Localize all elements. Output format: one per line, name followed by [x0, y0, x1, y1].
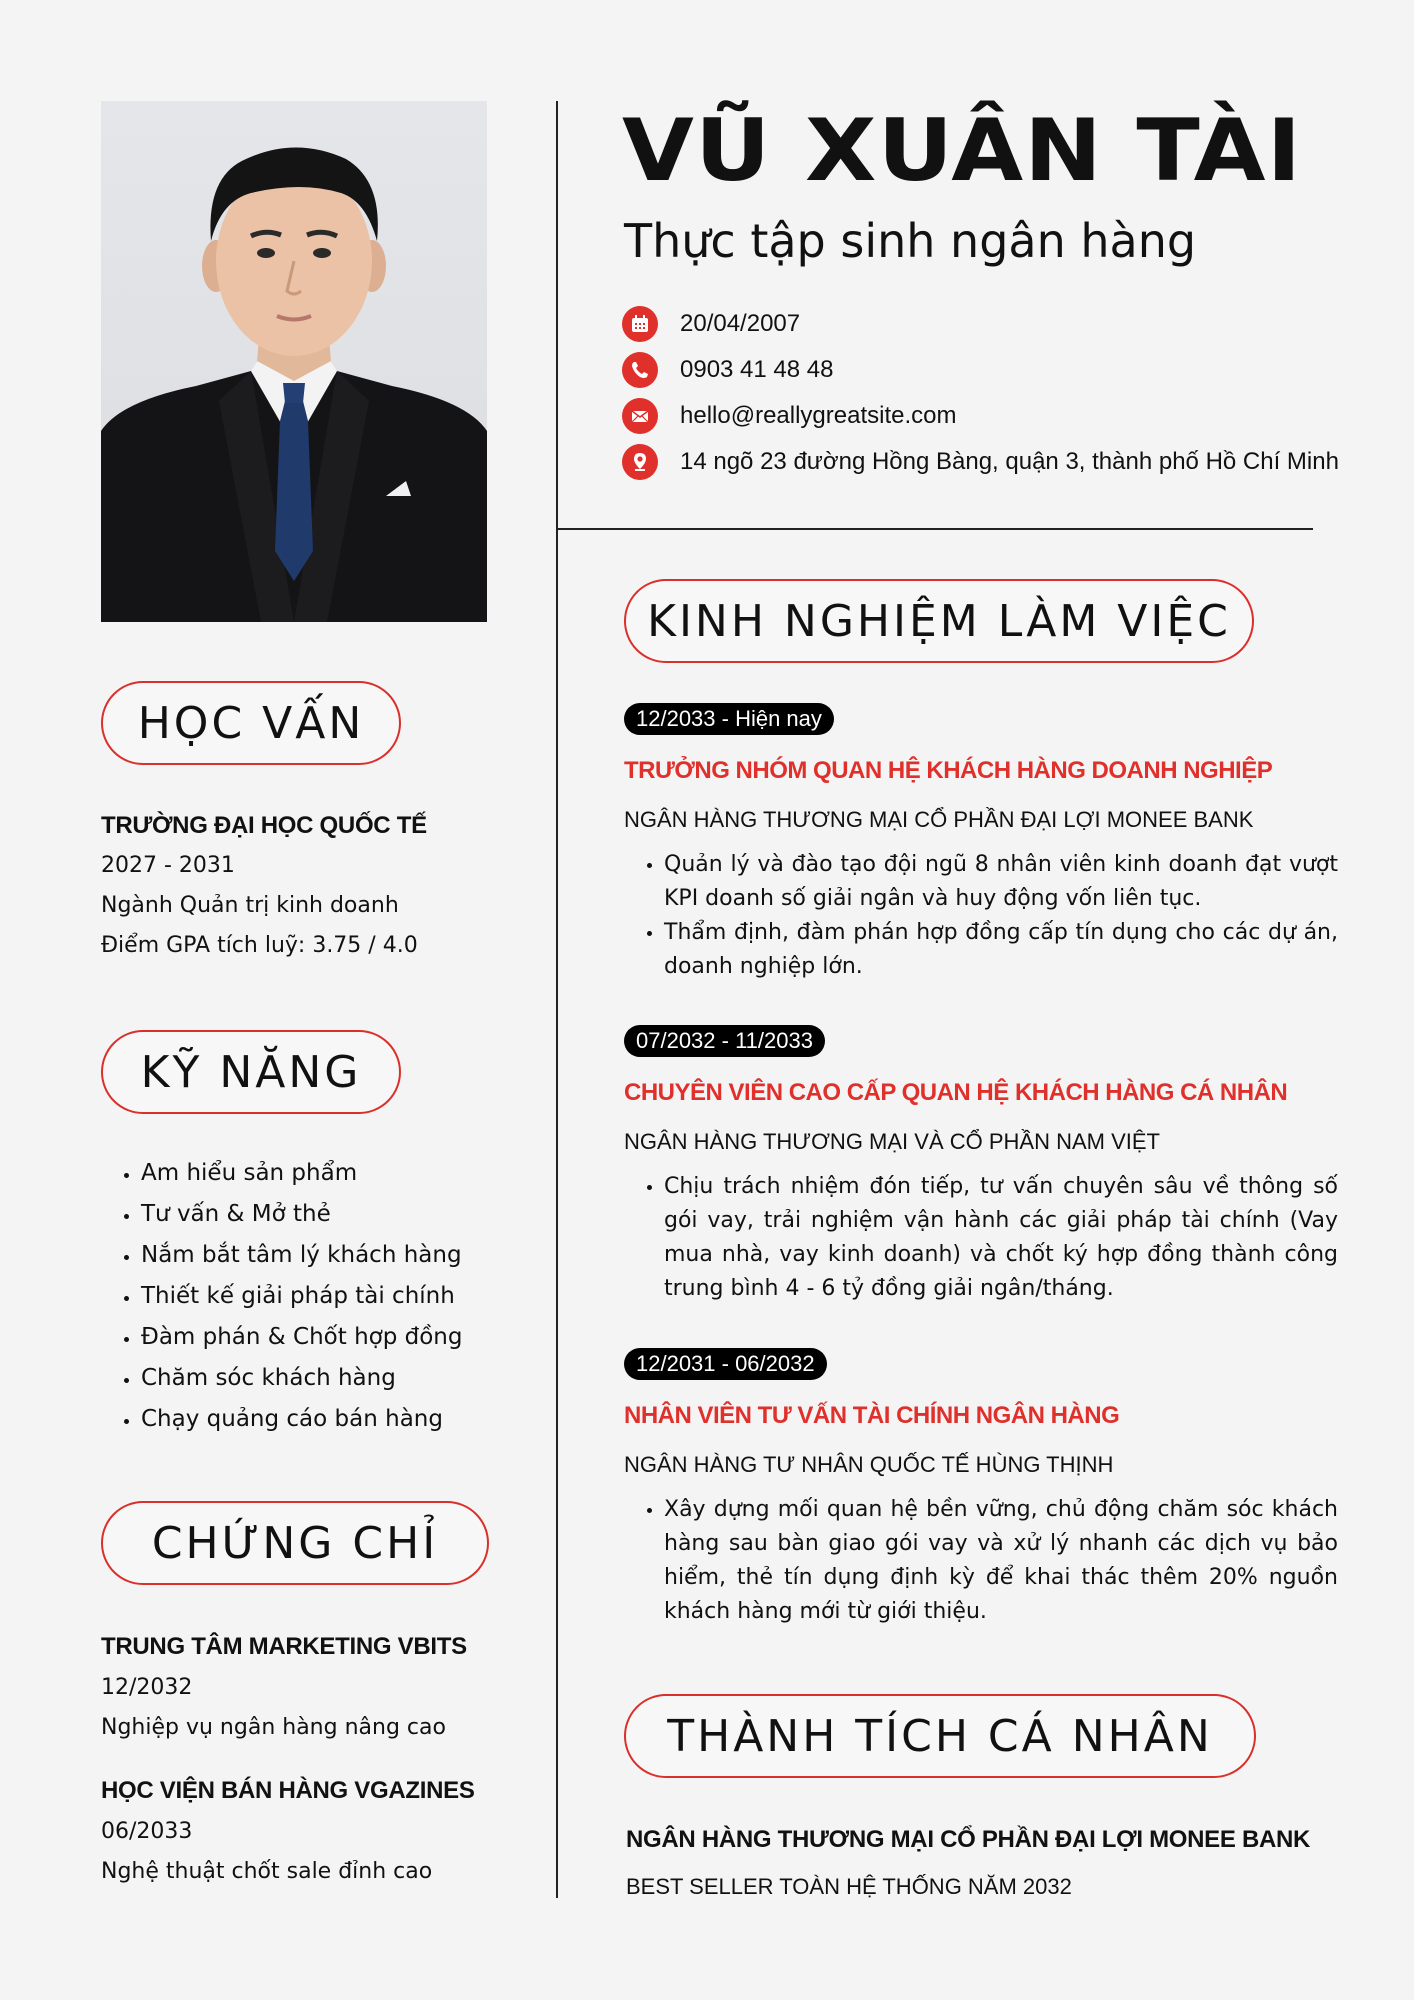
job-bullets — [624, 1493, 1338, 1629]
full-name: VŨ XUÂN TÀI — [622, 101, 1303, 201]
skills-heading: KỸ NĂNG — [101, 1030, 401, 1114]
education-heading: HỌC VẤN — [101, 681, 401, 765]
location-pin-icon — [622, 444, 658, 480]
skill-item: • Nắm bắt tâm lý khách hàng — [141, 1235, 462, 1276]
skill-item: • Tư vấn & Mở thẻ — [141, 1194, 462, 1235]
profile-photo — [101, 101, 487, 622]
skill-item: • Am hiểu sản phẩm — [141, 1153, 462, 1194]
certificate-org: HỌC VIỆN BÁN HÀNG VGAZINES — [101, 1777, 475, 1804]
certificate-date: 06/2033 — [101, 1819, 193, 1844]
header-divider — [556, 528, 1313, 530]
job-entry — [624, 1025, 825, 1057]
contact-text: 14 ngõ 23 đường Hồng Bàng, quận 3, thành phố Hồ Chí Minh — [680, 448, 1339, 475]
mail-icon — [622, 398, 658, 434]
contact-email[interactable] — [622, 398, 956, 434]
calendar-icon — [622, 306, 658, 342]
certificate-name: Nghệ thuật chốt sale đỉnh cao — [101, 1859, 433, 1884]
skill-item: • Đàm phán & Chốt hợp đồng — [141, 1317, 462, 1358]
job-bullets — [624, 1170, 1338, 1306]
skill-item: • Chăm sóc khách hàng — [141, 1358, 462, 1399]
job-company: NGÂN HÀNG TƯ NHÂN QUỐC TẾ HÙNG THỊNH — [624, 1452, 1114, 1477]
vertical-divider — [556, 101, 558, 1898]
experience-heading: KINH NGHIỆM LÀM VIỆC — [624, 579, 1254, 663]
certificate-details — [101, 1668, 446, 1748]
certificate-org: TRUNG TÂM MARKETING VBITS — [101, 1633, 467, 1660]
certificate-name: Nghiệp vụ ngân hàng nâng cao — [101, 1715, 446, 1740]
job-date-badge: 07/2032 - 11/2033 — [624, 1025, 825, 1057]
skill-item: • Chạy quảng cáo bán hàng — [141, 1399, 462, 1440]
contact-phone[interactable] — [622, 352, 833, 388]
achievements-heading: THÀNH TÍCH CÁ NHÂN — [624, 1694, 1256, 1778]
certificate-date: 12/2032 — [101, 1675, 193, 1700]
certificates-heading: CHỨNG CHỈ — [101, 1501, 489, 1585]
skill-item: • Thiết kế giải pháp tài chính — [141, 1276, 462, 1317]
person-portrait-image — [101, 101, 487, 622]
contact-address — [622, 444, 1339, 480]
phone-icon — [622, 352, 658, 388]
job-title: TRƯỞNG NHÓM QUAN HỆ KHÁCH HÀNG DOANH NGHIỆP — [624, 757, 1273, 784]
job-entry — [624, 1348, 827, 1380]
achievement-award: BEST SELLER TOÀN HỆ THỐNG NĂM 2032 — [626, 1874, 1072, 1899]
contact-birthdate — [622, 306, 800, 342]
achievement-org: NGÂN HÀNG THƯƠNG MẠI CỔ PHẦN ĐẠI LỢI MONEE BANK — [626, 1826, 1311, 1853]
certificate-details — [101, 1812, 432, 1892]
job-bullet: • Chịu trách nhiệm đón tiếp, tư vấn chuyên sâu về thông số gói vay, trải nghiệm vận hành các giải pháp tài chính (Vay mua nhà, vay kinh doanh) và chốt ký hợp đồng thành công trung bình 4 - 6 tỷ đồng giải ngân/tháng. — [664, 1170, 1338, 1306]
job-title: CHUYÊN VIÊN CAO CẤP QUAN HỆ KHÁCH HÀNG CÁ NHÂN — [624, 1079, 1288, 1106]
job-bullets — [624, 848, 1338, 984]
job-date-badge: 12/2031 - 06/2032 — [624, 1348, 827, 1380]
education-major: Ngành Quản trị kinh doanh — [101, 893, 399, 918]
job-title: NHÂN VIÊN TƯ VẤN TÀI CHÍNH NGÂN HÀNG — [624, 1402, 1120, 1429]
job-company: NGÂN HÀNG THƯƠNG MẠI VÀ CỔ PHẦN NAM VIỆT — [624, 1129, 1160, 1154]
education-school: TRƯỜNG ĐẠI HỌC QUỐC TẾ — [101, 812, 427, 839]
education-years: 2027 - 2031 — [101, 853, 235, 878]
job-bullet: • Xây dựng mối quan hệ bền vững, chủ động chăm sóc khách hàng sau bàn giao gói vay và xử lý nhanh các dịch vụ bảo hiểm, thẻ tín dụng định kỳ để khai thác thêm 20% nguồn khách hàng mới từ giới thiệu. — [664, 1493, 1338, 1629]
job-bullet: • Thẩm định, đàm phán hợp đồng cấp tín dụng cho các dự án, doanh nghiệp lớn. — [664, 916, 1338, 984]
skills-list — [101, 1153, 462, 1440]
job-date-badge: 12/2033 - Hiện nay — [624, 703, 834, 735]
job-entry — [624, 703, 834, 735]
contact-text: 20/04/2007 — [680, 310, 801, 337]
contact-text: 0903 41 48 48 — [680, 356, 834, 383]
education-details — [101, 846, 418, 966]
job-company: NGÂN HÀNG THƯƠNG MẠI CỔ PHẦN ĐẠI LỢI MONEE BANK — [624, 807, 1254, 832]
education-gpa: Điểm GPA tích luỹ: 3.75 / 4.0 — [101, 933, 418, 958]
job-bullet: • Quản lý và đào tạo đội ngũ 8 nhân viên kinh doanh đạt vượt KPI doanh số giải ngân và huy động vốn liên tục. — [664, 848, 1338, 916]
contact-text: hello@reallygreatsite.com — [680, 402, 957, 429]
job-role: Thực tập sinh ngân hàng — [624, 214, 1197, 268]
